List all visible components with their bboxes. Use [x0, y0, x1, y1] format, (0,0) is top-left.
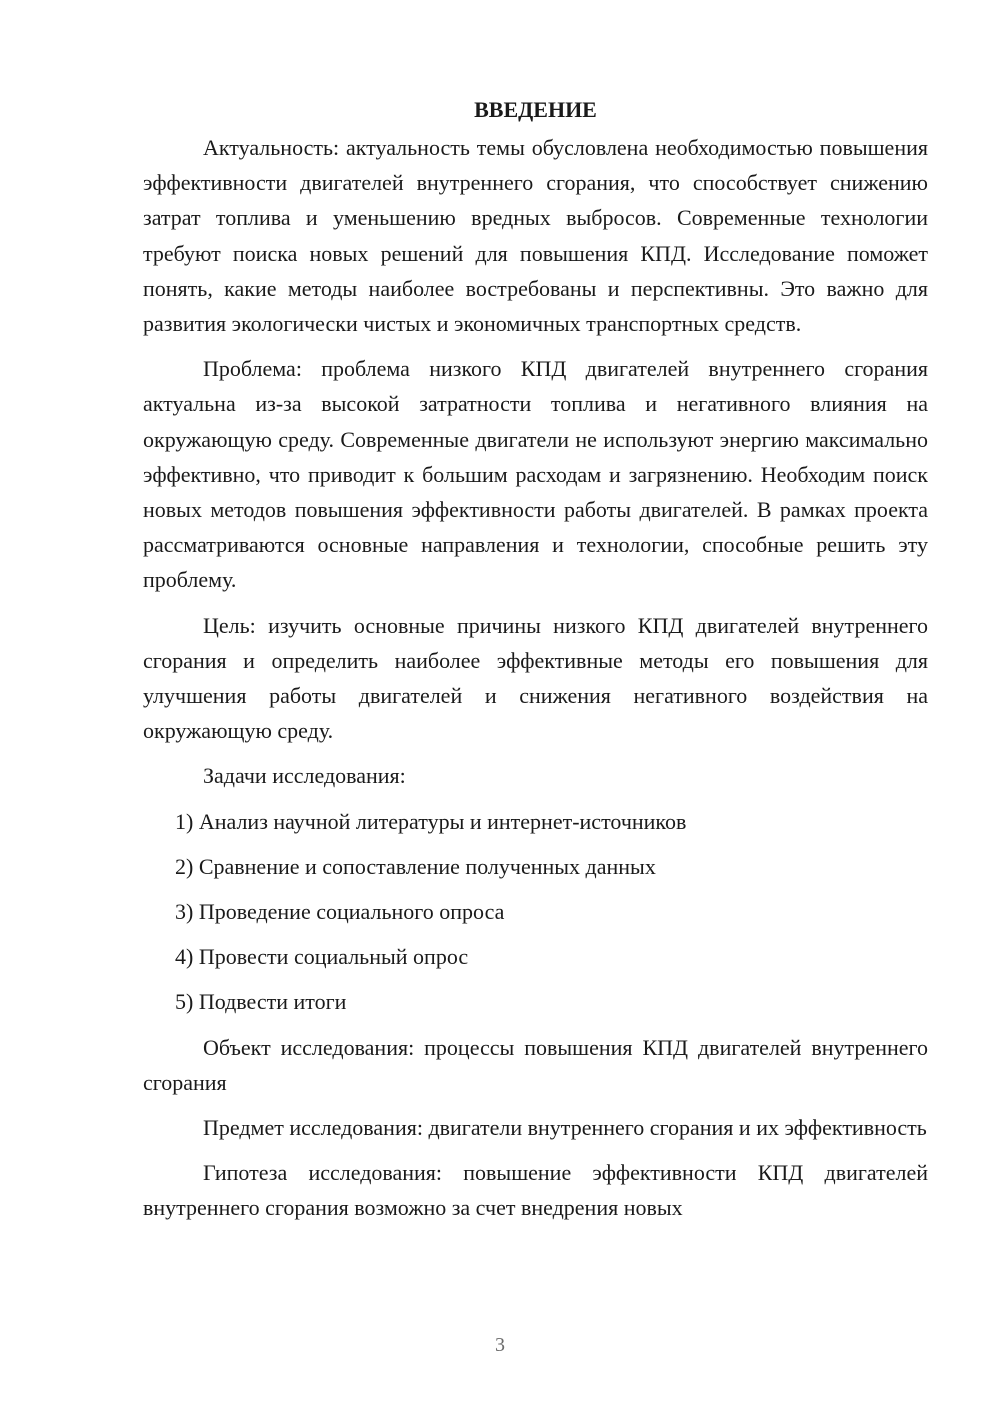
task-item: 1) Анализ научной литературы и интернет-источников	[175, 808, 687, 834]
document-page	[143, 92, 928, 1226]
paragraph-object: Объект исследования: процессы повышения КПД двигателей внутреннего сгорания	[143, 1034, 928, 1095]
paragraph-hypothesis: Гипотеза исследования: повышение эффективности КПД двигателей внутреннего сгорания возможно за счет внедрения новых	[143, 1160, 928, 1221]
tasks-heading: Задачи исследования:	[203, 763, 406, 789]
paragraph-subject: Предмет исследования: двигатели внутреннего сгорания и их эффективность	[203, 1115, 927, 1141]
task-item: 4) Провести социальный опрос	[175, 944, 469, 970]
paragraph-goal: Цель: изучить основные причины низкого КПД двигателей внутреннего сгорания и определить наиболее эффективные методы его повышения для улучшения работы двигателей и снижения негативного воздействия на окружающую среду.	[143, 612, 928, 744]
paragraph-problem: Проблема: проблема низкого КПД двигателей внутреннего сгорания актуальна из-за высокой затратности топлива и негативного влияния на окружающую среду. Современные двигатели не используют энергию максимально эффективно, что приводит к большим расходам и загрязнению. Необходим поиск новых методов повышения эффективности работы двигателей. В рамках проекта рассматриваются основные направления и технологии, способные решить эту проблему.	[143, 356, 928, 593]
task-item: 5) Подвести итоги	[175, 989, 347, 1015]
page-title: ВВЕДЕНИЕ	[474, 97, 597, 122]
task-item: 3) Проведение социального опроса	[175, 899, 505, 925]
page-number: 3	[495, 1334, 505, 1356]
paragraph-relevance: Актуальность: актуальность темы обусловлена необходимостью повышения эффективности двигателей внутреннего сгорания, что способствует снижению затрат топлива и уменьшению вредных выбросов. Современные технологии требуют поиска новых решений для повышения КПД. Исследование поможет понять, какие методы наиболее востребованы и перспективны. Это важно для развития экологически чистых и экономичных транспортных средств.	[143, 135, 928, 337]
task-item: 2) Сравнение и сопоставление полученных данных	[175, 853, 656, 879]
